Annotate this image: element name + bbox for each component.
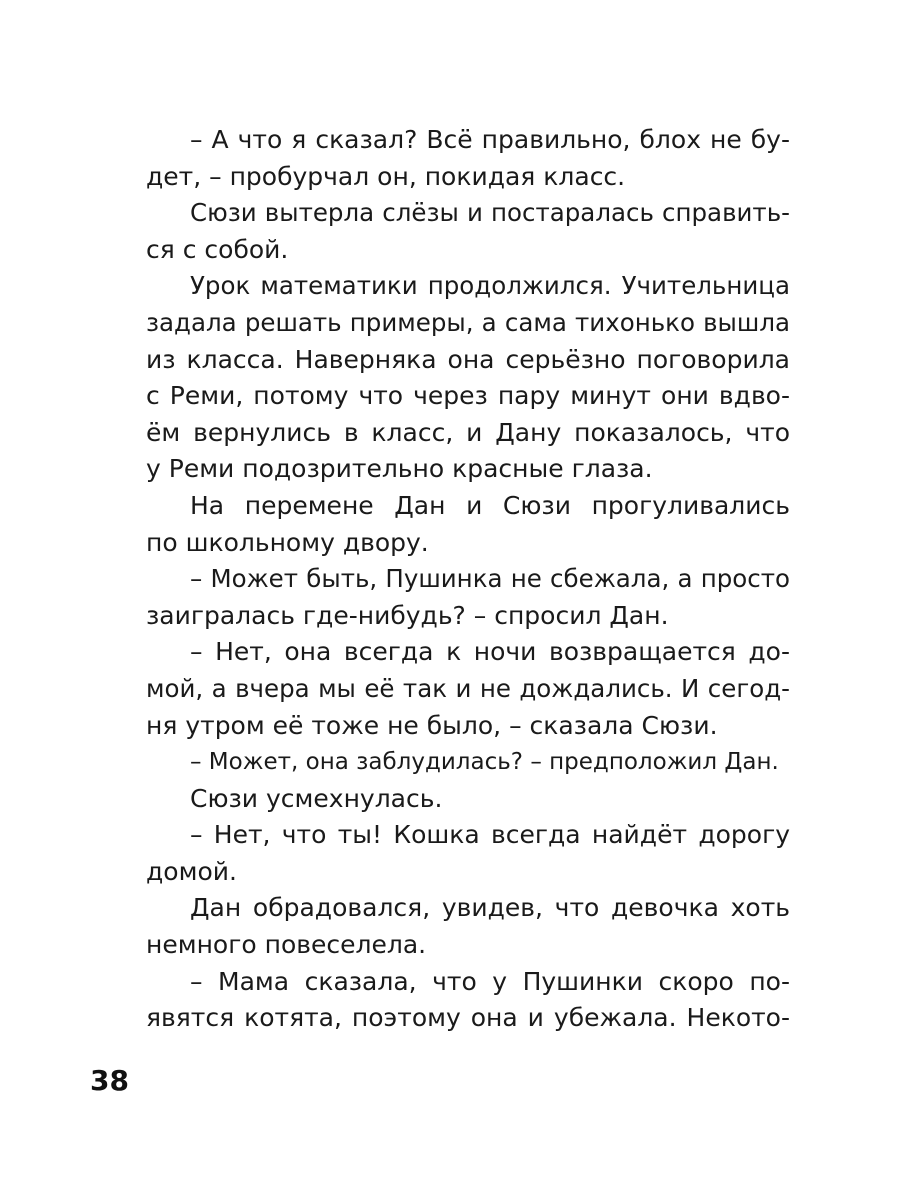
text-line: ня утром её тоже не было, – сказала Сюзи. bbox=[146, 710, 718, 740]
text-line: – Мама сказала, что у Пушинки скоро по- bbox=[190, 966, 790, 996]
text-line: ём вернулись в класс, и Дану показалось, что bbox=[146, 417, 790, 447]
text-line: по школьному двору. bbox=[146, 527, 429, 557]
text-line: с Реми, потому что через пару минут они вдво- bbox=[146, 381, 790, 411]
text-line: заигралась где-нибудь? – спросил Дан. bbox=[146, 600, 669, 630]
text-line: у Реми подозрительно красные глаза. bbox=[146, 454, 653, 484]
text-line: ся с собой. bbox=[146, 234, 289, 264]
text-line: Урок математики продолжился. Учительница bbox=[190, 271, 790, 301]
text-line: На перемене Дан и Сюзи прогуливались bbox=[190, 490, 790, 520]
text-line: – Может, она заблудилась? – предположил Дан. bbox=[190, 749, 779, 776]
text-line: дет, – пробурчал он, покидая класс. bbox=[146, 161, 626, 191]
text-line: немного повеселела. bbox=[146, 930, 427, 960]
text-line: – А что я сказал? Всё правильно, блох не бу- bbox=[190, 125, 790, 154]
text-line: – Может быть, Пушинка не сбежала, а просто bbox=[190, 564, 790, 594]
text-line: Сюзи вытерла слёзы и постаралась справить- bbox=[190, 198, 790, 228]
page-number: 38 bbox=[90, 1064, 129, 1097]
text-line: – Нет, она всегда к ночи возвращается до- bbox=[190, 637, 790, 667]
text-line: домой. bbox=[146, 856, 237, 886]
text-line: явятся котята, поэтому она и убежала. Некото- bbox=[146, 1003, 790, 1033]
text-line: – Нет, что ты! Кошка всегда найдёт дорогу bbox=[190, 820, 790, 850]
text-line: Дан обрадовался, увидев, что девочка хоть bbox=[190, 893, 790, 923]
text-line: Сюзи усмехнулась. bbox=[190, 783, 443, 813]
text-line: мой, а вчера мы её так и не дождались. И сегод- bbox=[146, 673, 790, 703]
text-line: задала решать примеры, а сама тихонько вышла bbox=[146, 307, 790, 337]
body-text bbox=[146, 122, 790, 1037]
text-line: из класса. Наверняка она серьёзно поговорила bbox=[146, 344, 790, 374]
